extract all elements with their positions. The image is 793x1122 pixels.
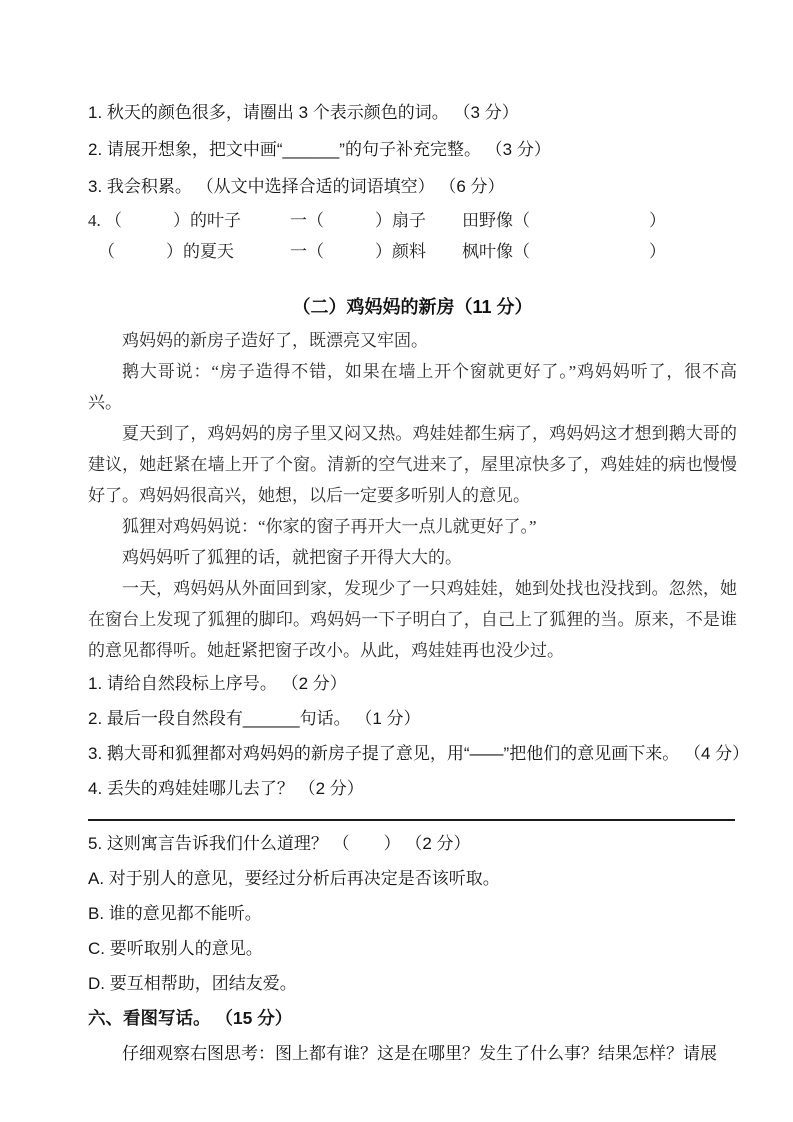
reading-two-title: （二）鸡妈妈的新房（11 分） xyxy=(292,297,533,317)
passage-paragraph-1: 鸡妈妈的新房子造好了，既漂亮又牢固。 xyxy=(122,331,428,350)
section-six-prompt: 仔细观察右图思考：图上都有谁？这是在哪里？发生了什么事？结果怎样？请展 xyxy=(122,1044,717,1063)
section-six-title: 六、看图写话。 （15 分） xyxy=(88,1008,293,1028)
fill-blank-field: 田野像（ ） xyxy=(462,211,666,230)
fill-blank-maple: 枫叶像（ ） xyxy=(462,242,666,261)
reading-two-question-5: 5. 这则寓言告诉我们什么道理？ （ ） （2 分） xyxy=(88,834,471,853)
passage-paragraph-2: 鹅大哥说：“房子造得不错，如果在墙上开个窗就更好了。”鸡妈妈听了，很不高兴。 xyxy=(88,362,737,412)
option-d: D. 要互相帮助，团结友爱。 xyxy=(88,974,297,993)
passage-paragraph-6: 一天，鸡妈妈从外面回到家，发现少了一只鸡娃娃，她到处找也没找到。忽然，她在窗台上发现了狐狸的脚印。鸡妈妈一下子明白了，自己上了狐狸的当。原来，不是谁的意见都得听。她赶紧把窗子改小。从此，鸡娃娃再也没少过。 xyxy=(88,579,737,660)
option-c: C. 要听取别人的意见。 xyxy=(88,939,263,958)
option-a: A. 对于别人的意见，要经过分析后再决定是否该听取。 xyxy=(88,869,500,888)
reading-two-passage xyxy=(88,325,737,666)
passage-paragraph-5: 鸡妈妈听了狐狸的话，就把窗子开得大大的。 xyxy=(122,548,462,567)
passage-paragraph-4: 狐狸对鸡妈妈说：“你家的窗子再开大一点儿就更好了。” xyxy=(122,517,537,536)
reading-two-question-3: 3. 鹅大哥和狐狸都对鸡妈妈的新房子提了意见，用“——”把他们的意见画下来。 （4 分） xyxy=(88,744,750,763)
fill-blank-fan: 一（ ）扇子 xyxy=(290,211,426,230)
fill-blank-summer: （ ）的夏天 xyxy=(98,242,234,261)
question-4-row-2 xyxy=(88,236,737,267)
question-3: 3. 我会积累。 （从文中选择合适的词语填空） （6 分） xyxy=(88,177,505,196)
option-b: B. 谁的意见都不能听。 xyxy=(88,904,262,923)
fill-blank-paint: 一（ ）颜料 xyxy=(290,242,426,261)
question-4-row-1 xyxy=(88,205,737,236)
question-2: 2. 请展开想象，把文中画“______”的句子补充完整。 （3 分） xyxy=(88,140,551,159)
reading-two-question-2: 2. 最后一段自然段有______句话。 （1 分） xyxy=(88,709,421,728)
reading-two-question-1: 1. 请给自然段标上序号。 （2 分） xyxy=(88,674,347,693)
section-divider xyxy=(88,819,735,821)
passage-paragraph-3: 夏天到了，鸡妈妈的房子里又闷又热。鸡娃娃都生病了，鸡妈妈这才想到鹅大哥的建议，她赶紧在墙上开了个窗。清新的空气进来了，屋里凉快多了，鸡娃娃的病也慢慢好了。鸡妈妈很高兴，她想，以后一定要多听别人的意见。 xyxy=(88,424,737,505)
fill-blank-leaves: 4. （ ）的叶子 xyxy=(88,211,241,230)
question-1: 1. 秋天的颜色很多，请圈出 3 个表示颜色的词。 （3 分） xyxy=(88,103,519,122)
reading-two-question-4: 4. 丢失的鸡娃娃哪儿去了？ （2 分） xyxy=(88,779,364,798)
